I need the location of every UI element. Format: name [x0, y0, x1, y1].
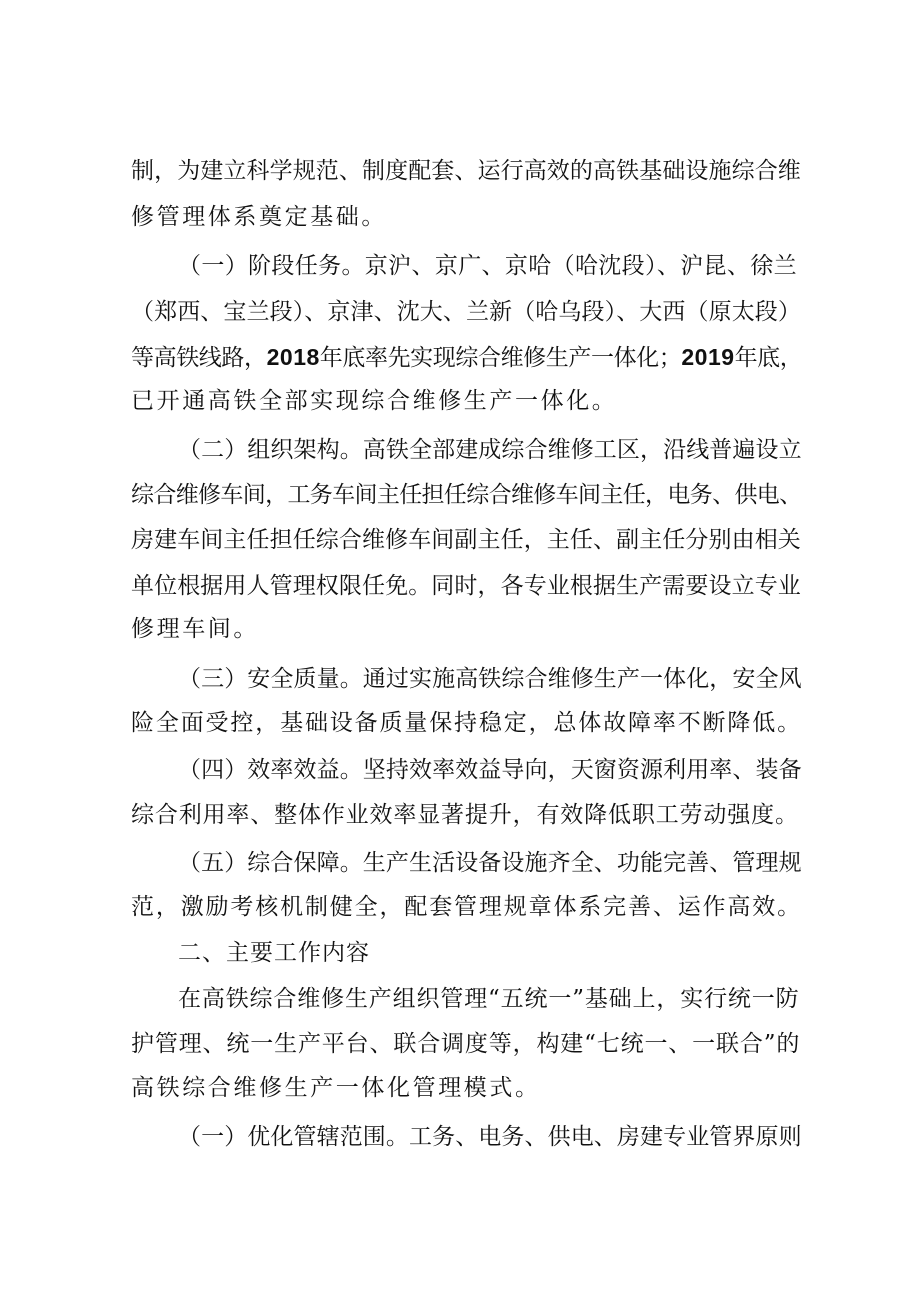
paragraph-line: 综合利用率、整体作业效率显著提升，有效降低职工劳动强度。 [131, 802, 799, 828]
paragraph-line: （一）阶段任务。京沪、京广、京哈（哈沈段）、沪昆、徐兰 [178, 253, 797, 279]
paragraph-line: 护管理、统一生产平台、联合调度等，构建“七统一、一联合”的 [131, 1031, 801, 1057]
text-run: 等高铁线路， [131, 345, 267, 371]
paragraph-line: （一）优化管辖范围。工务、电务、供电、房建专业管界原则 [178, 1124, 802, 1150]
paragraph-line [131, 334, 801, 380]
paragraph-line: 范，激励考核机制健全，配套管理规章体系完善、运作高效。 [131, 894, 802, 920]
section-heading: 二、主要工作内容 [178, 940, 370, 966]
paragraph-line: （郑西、宝兰段）、京津、沈大、兰新（哈乌段）、大西（原太段） [131, 299, 801, 325]
paragraph-line: 综合维修车间，工务车间主任担任综合维修车间主任，电务、供电、 [131, 482, 802, 508]
year-number: 2019 [681, 344, 735, 370]
paragraph-line: 在高铁综合维修生产组织管理“五统一”基础上，实行统一防 [178, 986, 800, 1012]
paragraph-line: （四）效率效益。坚持效率效益导向，天窗资源利用率、装备 [178, 757, 802, 783]
paragraph-line: 已开通高铁全部实现综合维修生产一体化。 [131, 388, 618, 414]
paragraph-line: 修理车间。 [131, 616, 259, 642]
paragraph-line: 房建车间主任担任综合维修车间副主任，主任、副主任分别由相关 [131, 527, 801, 553]
paragraph-line: 险全面受控，基础设备质量保持稳定，总体故障率不断降低。 [131, 710, 802, 736]
paragraph-line: 修管理体系奠定基础。 [131, 204, 387, 230]
text-run: 年底率先实现综合维修生产一体化； [319, 345, 682, 371]
paragraph-line: 单位根据用人管理权限任免。同时，各专业根据生产需要设立专业 [131, 573, 801, 599]
paragraph-line: （三）安全质量。通过实施高铁综合维修生产一体化，安全风 [178, 666, 802, 692]
paragraph-line: 制，为建立科学规范、制度配套、运行高效的高铁基础设施综合维 [131, 158, 801, 184]
year-number: 2018 [266, 344, 320, 370]
paragraph-line: 高铁综合维修生产一体化管理模式。 [131, 1075, 541, 1101]
paragraph-line: （二）组织架构。高铁全部建成综合维修工区，沿线普遍设立 [178, 437, 802, 463]
text-run: 年底， [734, 345, 803, 371]
paragraph-line: （五）综合保障。生产生活设备设施齐全、功能完善、管理规 [178, 850, 802, 876]
